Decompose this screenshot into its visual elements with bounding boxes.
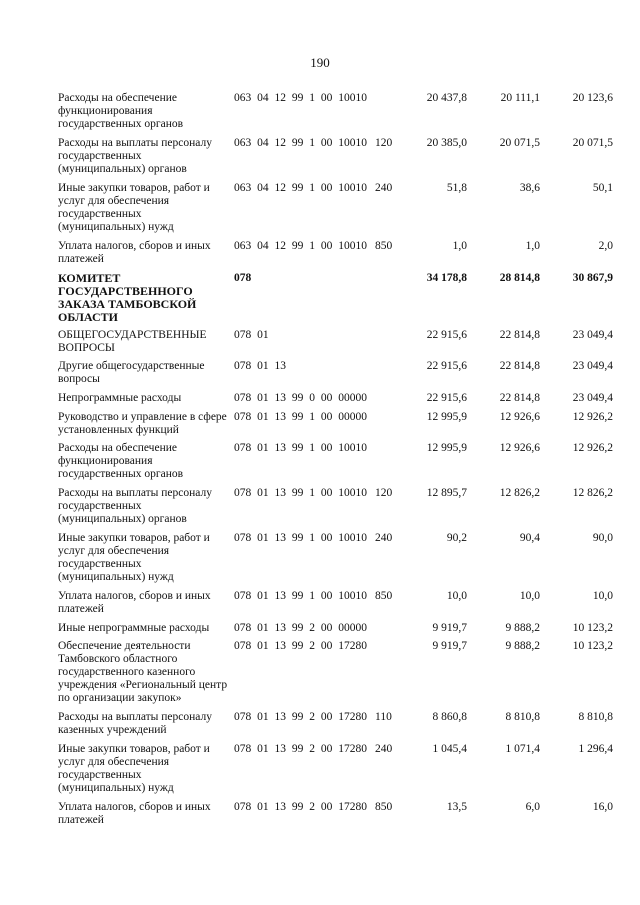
row-value-2: 1,0 (525, 240, 540, 252)
row-code: 063 04 12 99 1 00 10010 (234, 240, 367, 252)
table-row (58, 590, 613, 616)
row-code-cell (234, 801, 394, 814)
row-code: 078 01 13 99 2 00 17280 (234, 743, 367, 755)
row-value-2: 38,6 (519, 182, 540, 194)
row-value-3: 8 810,8 (578, 711, 613, 723)
row-value-3: 10,0 (592, 590, 613, 602)
row-value-3: 90,0 (592, 532, 613, 544)
row-value-2: 28 814,8 (499, 272, 540, 284)
row-code-cell (234, 411, 394, 424)
row-name: ОБЩЕГОСУДАРСТВЕННЫЕ ВОПРОСЫ (58, 329, 207, 354)
row-code-cell (234, 590, 394, 603)
row-code-cell (234, 711, 394, 724)
row-code-cell (234, 92, 394, 105)
row-value-1: 12 995,9 (426, 442, 467, 454)
table-row (58, 182, 613, 234)
row-code-cell (234, 240, 394, 253)
row-expense-type: 110 (375, 711, 392, 723)
row-code-cell (234, 640, 394, 653)
table-row (58, 240, 613, 266)
row-code: 078 01 13 99 1 00 00000 (234, 411, 367, 423)
row-name: Обеспечение деятельности Тамбовского областного государственного казенного учреждения «Региональный центр по организации закупок» (58, 640, 228, 704)
row-code-cell (234, 360, 394, 373)
table-row (58, 360, 613, 386)
row-name: Расходы на обеспечение функционирования государственных органов (58, 92, 184, 130)
row-value-2: 22 814,8 (499, 329, 540, 341)
row-expense-type: 240 (375, 743, 393, 755)
row-value-3: 12 926,2 (572, 411, 613, 423)
table-row (58, 411, 613, 437)
row-name: Расходы на выплаты персоналу государственных (муниципальных) органов (58, 137, 212, 175)
row-expense-type: 240 (375, 532, 393, 544)
row-value-1: 22 915,6 (426, 360, 467, 372)
row-code: 078 (234, 272, 252, 284)
row-name: Другие общегосударственные вопросы (58, 360, 205, 385)
row-value-3: 12 926,2 (572, 442, 613, 454)
row-value-1: 90,2 (446, 532, 467, 544)
table-row (58, 743, 613, 795)
row-value-3: 1 296,4 (578, 743, 613, 755)
table-row (58, 137, 613, 176)
row-value-2: 6,0 (525, 801, 540, 813)
row-code: 078 01 13 (234, 360, 286, 372)
row-value-3: 20 123,6 (572, 92, 613, 104)
row-code-cell (234, 622, 394, 635)
row-value-3: 50,1 (592, 182, 613, 194)
table-row (58, 622, 613, 635)
budget-table (58, 92, 613, 833)
row-expense-type: 240 (375, 182, 393, 194)
row-expense-type: 120 (375, 487, 393, 499)
table-row (58, 532, 613, 584)
row-value-1: 22 915,6 (426, 329, 467, 341)
row-value-2: 20 071,5 (499, 137, 540, 149)
row-value-2: 12 926,6 (499, 442, 540, 454)
page-number: 190 (310, 55, 330, 70)
row-value-1: 1 045,4 (432, 743, 467, 755)
row-code: 078 01 13 99 1 00 10010 (234, 442, 367, 454)
row-value-1: 22 915,6 (426, 392, 467, 404)
row-expense-type: 850 (375, 801, 393, 813)
table-row (58, 442, 613, 481)
row-value-1: 51,8 (446, 182, 467, 194)
row-name: Уплата налогов, сборов и иных платежей (58, 801, 211, 826)
row-name: КОМИТЕТ ГОСУДАРСТВЕННОГО ЗАКАЗА ТАМБОВСКОЙ ОБЛАСТИ (58, 271, 197, 324)
table-row (58, 801, 613, 827)
row-code-cell (234, 743, 394, 756)
row-name: Уплата налогов, сборов и иных платежей (58, 240, 211, 265)
row-value-2: 20 111,1 (500, 92, 540, 104)
table-row (58, 487, 613, 526)
row-code: 078 01 13 99 0 00 00000 (234, 392, 367, 404)
row-value-1: 9 919,7 (432, 640, 467, 652)
row-value-2: 9 888,2 (505, 640, 540, 652)
row-value-3: 23 049,4 (572, 360, 613, 372)
row-value-3: 2,0 (598, 240, 613, 252)
row-name: Иные непрограммные расходы (58, 622, 210, 634)
row-value-2: 22 814,8 (499, 360, 540, 372)
row-code-cell (234, 329, 394, 342)
row-value-3: 30 867,9 (572, 272, 613, 284)
row-code-cell (234, 532, 394, 545)
row-name: Расходы на обеспечение функционирования государственных органов (58, 442, 184, 480)
row-code: 063 04 12 99 1 00 10010 (234, 182, 367, 194)
row-name: Иные закупки товаров, работ и услуг для обеспечения государственных (муниципальных) нужд (58, 532, 210, 583)
row-value-3: 23 049,4 (572, 329, 613, 341)
row-code: 063 04 12 99 1 00 10010 (234, 92, 367, 104)
row-value-1: 9 919,7 (432, 622, 467, 634)
row-value-2: 9 888,2 (505, 622, 540, 634)
row-value-2: 12 826,2 (499, 487, 540, 499)
row-expense-type: 850 (375, 590, 393, 602)
row-code-cell (234, 272, 394, 285)
row-value-1: 8 860,8 (432, 711, 467, 723)
row-name: Расходы на выплаты персоналу казенных учреждений (58, 711, 212, 736)
row-value-2: 22 814,8 (499, 392, 540, 404)
row-value-1: 12 895,7 (426, 487, 467, 499)
table-row (58, 392, 613, 405)
row-value-1: 20 385,0 (426, 137, 467, 149)
row-code-cell (234, 182, 394, 195)
row-code: 078 01 13 99 2 00 00000 (234, 622, 367, 634)
row-code-cell (234, 487, 394, 500)
row-value-1: 10,0 (446, 590, 467, 602)
row-code-cell (234, 137, 394, 150)
row-code: 078 01 13 99 2 00 17280 (234, 801, 367, 813)
row-code: 078 01 13 99 1 00 10010 (234, 590, 367, 602)
row-value-3: 10 123,2 (572, 640, 613, 652)
row-value-1: 20 437,8 (426, 92, 467, 104)
row-code: 063 04 12 99 1 00 10010 (234, 137, 367, 149)
section-row (58, 272, 613, 324)
row-code: 078 01 13 99 1 00 10010 (234, 532, 367, 544)
row-code: 078 01 (234, 329, 269, 341)
row-name: Руководство и управление в сфере установленных функций (58, 411, 227, 436)
row-code: 078 01 13 99 1 00 10010 (234, 487, 367, 499)
row-expense-type: 120 (375, 137, 393, 149)
row-value-3: 20 071,5 (572, 137, 613, 149)
row-expense-type: 850 (375, 240, 393, 252)
row-value-3: 10 123,2 (572, 622, 613, 634)
table-row (58, 711, 613, 737)
table-row (58, 640, 613, 705)
row-value-1: 12 995,9 (426, 411, 467, 423)
row-value-1: 13,5 (446, 801, 467, 813)
row-name: Иные закупки товаров, работ и услуг для обеспечения государственных (муниципальных) нужд (58, 182, 210, 233)
row-name: Иные закупки товаров, работ и услуг для обеспечения государственных (муниципальных) нужд (58, 743, 210, 794)
row-value-2: 90,4 (519, 532, 540, 544)
row-code-cell (234, 392, 394, 405)
table-row (58, 329, 613, 355)
row-value-2: 12 926,6 (499, 411, 540, 423)
row-name: Непрограммные расходы (58, 392, 182, 404)
row-value-2: 8 810,8 (505, 711, 540, 723)
row-value-3: 12 826,2 (572, 487, 613, 499)
row-value-1: 34 178,8 (426, 272, 467, 284)
row-name: Уплата налогов, сборов и иных платежей (58, 590, 211, 615)
row-value-3: 23 049,4 (572, 392, 613, 404)
row-value-2: 1 071,4 (505, 743, 540, 755)
table-row (58, 92, 613, 131)
row-value-2: 10,0 (519, 590, 540, 602)
row-code: 078 01 13 99 2 00 17280 (234, 711, 367, 723)
row-value-3: 16,0 (592, 801, 613, 813)
row-code: 078 01 13 99 2 00 17280 (234, 640, 367, 652)
row-code-cell (234, 442, 394, 455)
row-value-1: 1,0 (452, 240, 467, 252)
row-name: Расходы на выплаты персоналу государственных (муниципальных) органов (58, 487, 212, 525)
